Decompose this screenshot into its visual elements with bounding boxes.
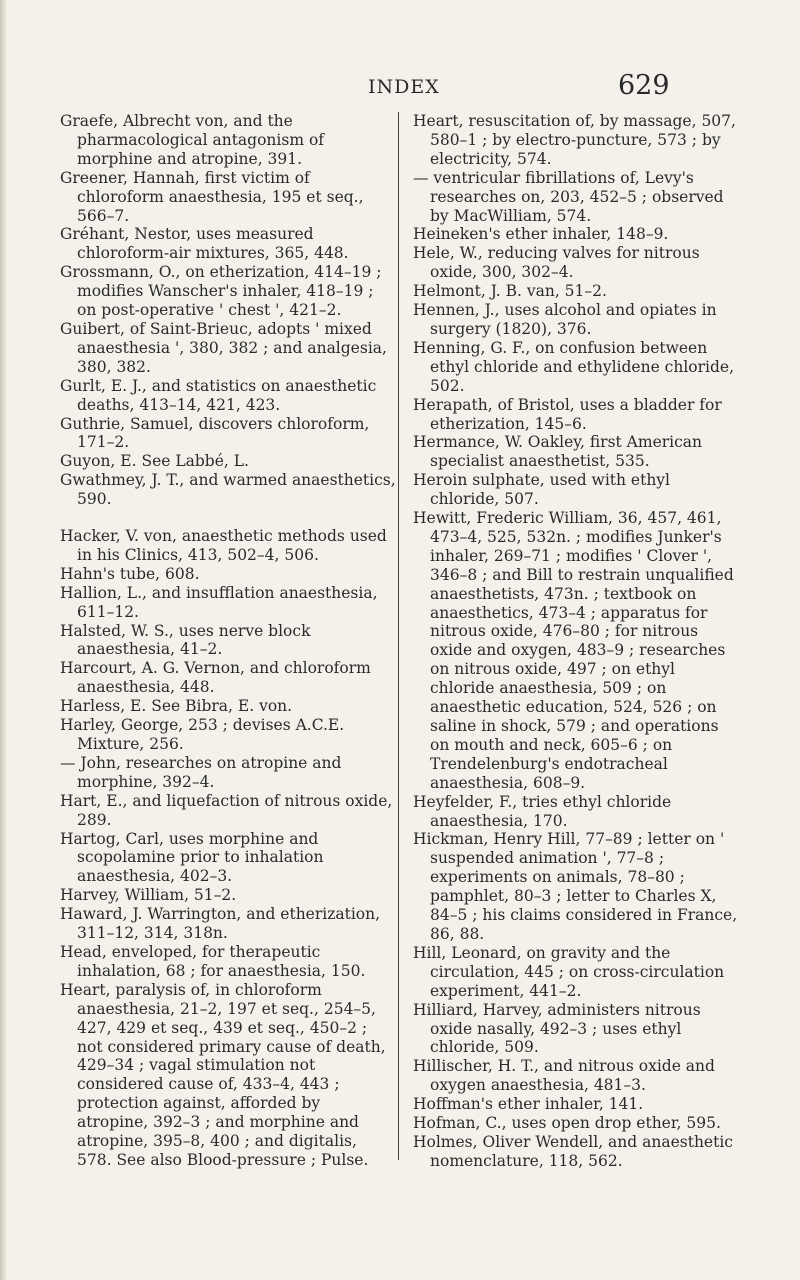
index-entry: Graefe, Albrecht von, and the pharmacological antagonism of morphine and atropine, 391. [60, 112, 325, 168]
index-entry: Harcourt, A. G. Vernon, and chloroform anaesthesia, 448. [60, 659, 371, 697]
index-entry: Guyon, E. See Labbé, L. [60, 452, 249, 471]
index-entry: Heroin sulphate, used with ethyl chloride, 507. [413, 471, 671, 509]
index-entry: Hahn's tube, 608. [60, 564, 200, 583]
index-column-left [60, 112, 396, 1170]
index-entry: Hallion, L., and insufflation anaesthesia, 611–12. [60, 583, 378, 621]
index-entry: Gwathmey, J. T., and warmed anaesthetics, 590. [60, 471, 396, 509]
index-entry: Heart, resuscitation of, by massage, 507, 580–1 ; by electro-puncture, 573 ; by electricity, 574. [413, 112, 736, 168]
page-edge [0, 0, 6, 1280]
running-title: INDEX [368, 76, 440, 98]
index-column-right [398, 112, 740, 1170]
index-entry: Henning, G. F., on confusion between ethyl chloride and ethylidene chloride, 502. [413, 338, 735, 395]
index-entry: Hewitt, Frederic William, 36, 457, 461, 473–4, 525, 532n. ; modifies Junker's inhaler, 269–71 ; modifies ' Clover ', 346–8 ; and Bill to restrain unqualified anaesthetists, 473n. ; textbook on anaesthetics, 473–4 ; apparatus for nitrous oxide, 476–80 ; for nitrous oxide and oxygen, 483–9 ; researches on nitrous oxide, 497 ; on ethyl chloride anaesthesia, 509 ; on anaesthetic education, 524, 526 ; on saline in shock, 579 ; and operations on mouth and neck, 605–6 ; on Trendelenburg's endotracheal anaesthesia, 608–9. [413, 509, 734, 792]
page-header [0, 70, 800, 110]
index-entry: Harvey, William, 51–2. [60, 886, 237, 905]
index-entry: Herapath, of Bristol, uses a bladder for etherization, 145–6. [413, 395, 722, 433]
index-entry: Hillischer, H. T., and nitrous oxide and oxygen anaesthesia, 481–3. [413, 1057, 715, 1095]
index-entry: Guthrie, Samuel, discovers chloroform, 171–2. [60, 414, 370, 452]
index-entry: Haward, J. Warrington, and etherization, 311–12, 314, 318n. [60, 905, 381, 943]
index-entry: Hofman, C., uses open drop ether, 595. [413, 1114, 721, 1133]
page-number: 629 [618, 70, 670, 101]
index-entry: Hickman, Henry Hill, 77–89 ; letter on ' suspended animation ', 77–8 ; experiments on animals, 78–80 ; pamphlet, 80–3 ; letter to Charles X, 84–5 ; his claims considered in France, 86, 88. [413, 830, 738, 943]
index-entry: Grossmann, O., on etherization, 414–19 ; modifies Wanscher's inhaler, 418–19 ; on post-operative ' chest ', 421–2. [60, 263, 382, 320]
index-entry: Hacker, V. von, anaesthetic methods used in his Clinics, 413, 502–4, 506. [60, 527, 387, 564]
index-entry: Gréhant, Nestor, uses measured chloroform-air mixtures, 365, 448. [60, 225, 349, 263]
index-entry: Head, enveloped, for therapeutic inhalation, 68 ; for anaesthesia, 150. [60, 942, 366, 980]
index-entry: Hele, W., reducing valves for nitrous oxide, 300, 302–4. [413, 244, 700, 282]
index-entry: Gurlt, E. J., and statistics on anaesthetic deaths, 413–14, 421, 423. [60, 376, 377, 414]
index-entry: Hermance, W. Oakley, first American specialist anaesthetist, 535. [413, 433, 703, 471]
index-entry: Heart, paralysis of, in chloroform anaesthesia, 21–2, 197 et seq., 254–5, 427, 429 et seq., 439 et seq., 450–2 ; not considered primary cause of death, 429–34 ; vagal stimulation not considered cause of, 433–4, 443 ; protection against, afforded by atropine, 392–3 ; and morphine and atropine, 395–8, 400 ; and digitalis, 578. See also Blood-pressure ; Pulse. [60, 980, 386, 1169]
index-entry: Hoffman's ether inhaler, 141. [413, 1095, 644, 1114]
index-entry: Halsted, W. S., uses nerve block anaesthesia, 41–2. [60, 621, 311, 659]
index-entry: — ventricular fibrillations of, Levy's researches on, 203, 452–5 ; observed by MacWilliam, 574. [413, 168, 724, 225]
index-entry: Hilliard, Harvey, administers nitrous oxide nasally, 492–3 ; uses ethyl chloride, 509. [413, 1000, 701, 1057]
index-entry: Heineken's ether inhaler, 148–9. [413, 225, 669, 244]
index-entry: Heyfelder, F., tries ethyl chloride anaesthesia, 170. [413, 792, 672, 830]
index-entry: Harley, George, 253 ; devises A.C.E. Mixture, 256. [60, 716, 345, 753]
index-entry: Hennen, J., uses alcohol and opiates in surgery (1820), 376. [413, 301, 717, 338]
index-entry: Helmont, J. B. van, 51–2. [413, 282, 607, 301]
index-entry: Holmes, Oliver Wendell, and anaesthetic nomenclature, 118, 562. [413, 1132, 733, 1170]
index-entry: — John, researches on atropine and morphine, 392–4. [60, 753, 342, 791]
index-entry: Guibert, of Saint-Brieuc, adopts ' mixed anaesthesia ', 380, 382 ; and analgesia, 380, 382. [60, 319, 387, 376]
index-entry: Hill, Leonard, on gravity and the circulation, 445 ; on cross-circulation experiment, 441–2. [413, 943, 725, 1000]
index-entry: Harless, E. See Bibra, E. von. [60, 697, 293, 716]
index-entry: Hartog, Carl, uses morphine and scopolamine prior to inhalation anaesthesia, 402–3. [60, 829, 324, 886]
index-entry: Greener, Hannah, first victim of chloroform anaesthesia, 195 et seq., 566–7. [60, 168, 364, 225]
index-entry: Hart, E., and liquefaction of nitrous oxide, 289. [60, 791, 393, 829]
